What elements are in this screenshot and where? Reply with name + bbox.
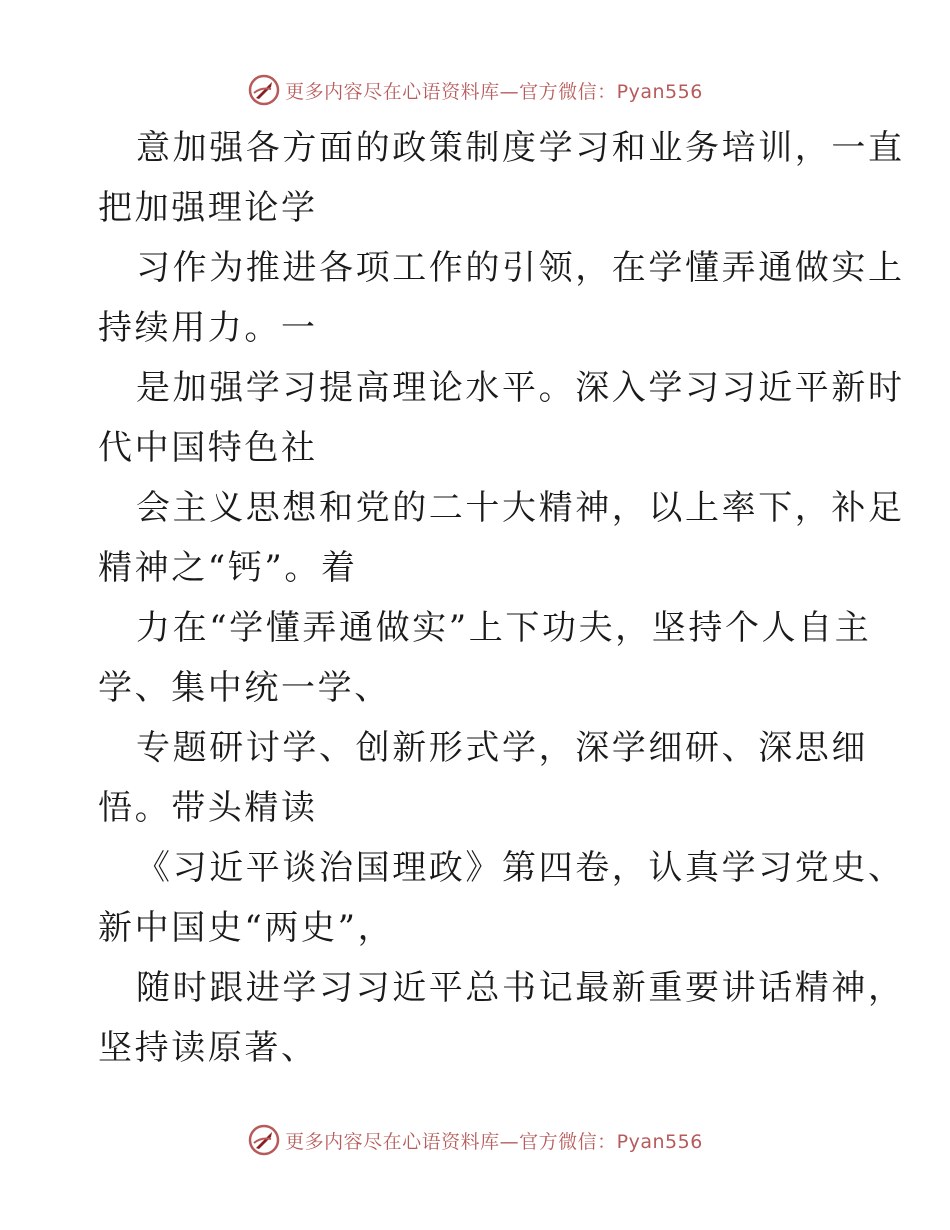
header-watermark bbox=[0, 70, 950, 110]
document-body bbox=[98, 118, 905, 1078]
text-line: 意加强各方面的政策制度学习和业务培训，一直 bbox=[136, 128, 905, 168]
footer-watermark bbox=[0, 1120, 950, 1160]
text-line: 精神之“钙”。着 bbox=[98, 548, 358, 588]
text-line: 力在“学懂弄通做实”上下功夫，坚持个人自主 bbox=[136, 608, 872, 648]
watermark-text: 更多内容尽在心语资料库—官方微信：Pyan556 bbox=[285, 80, 703, 103]
text-line: 《习近平谈治国理政》第四卷，认真学习党史、 bbox=[136, 848, 905, 888]
text-line: 新中国史“两史”， bbox=[98, 908, 395, 948]
watermark-text: 更多内容尽在心语资料库—官方微信：Pyan556 bbox=[285, 1130, 703, 1153]
text-line: 代中国特色社 bbox=[98, 428, 318, 468]
text-line: 习作为推进各项工作的引领，在学懂弄通做实上 bbox=[136, 248, 905, 288]
text-line: 会主义思想和党的二十大精神，以上率下，补足 bbox=[136, 488, 905, 528]
text-line: 坚持读原著、 bbox=[98, 1028, 318, 1068]
text-line: 专题研讨学、创新形式学，深学细研、深思细 bbox=[136, 728, 868, 768]
text-line: 是加强学习提高理论水平。深入学习习近平新时 bbox=[136, 368, 905, 408]
pen-nib-logo-icon bbox=[247, 1123, 281, 1157]
text-line: 持续用力。一 bbox=[98, 308, 318, 348]
pen-nib-logo-icon bbox=[247, 73, 281, 107]
text-line: 把加强理论学 bbox=[98, 188, 318, 228]
text-line: 学、集中统一学、 bbox=[98, 668, 391, 708]
text-line: 悟。带头精读 bbox=[98, 788, 318, 828]
text-line: 随时跟进学习习近平总书记最新重要讲话精神， bbox=[136, 968, 905, 1008]
